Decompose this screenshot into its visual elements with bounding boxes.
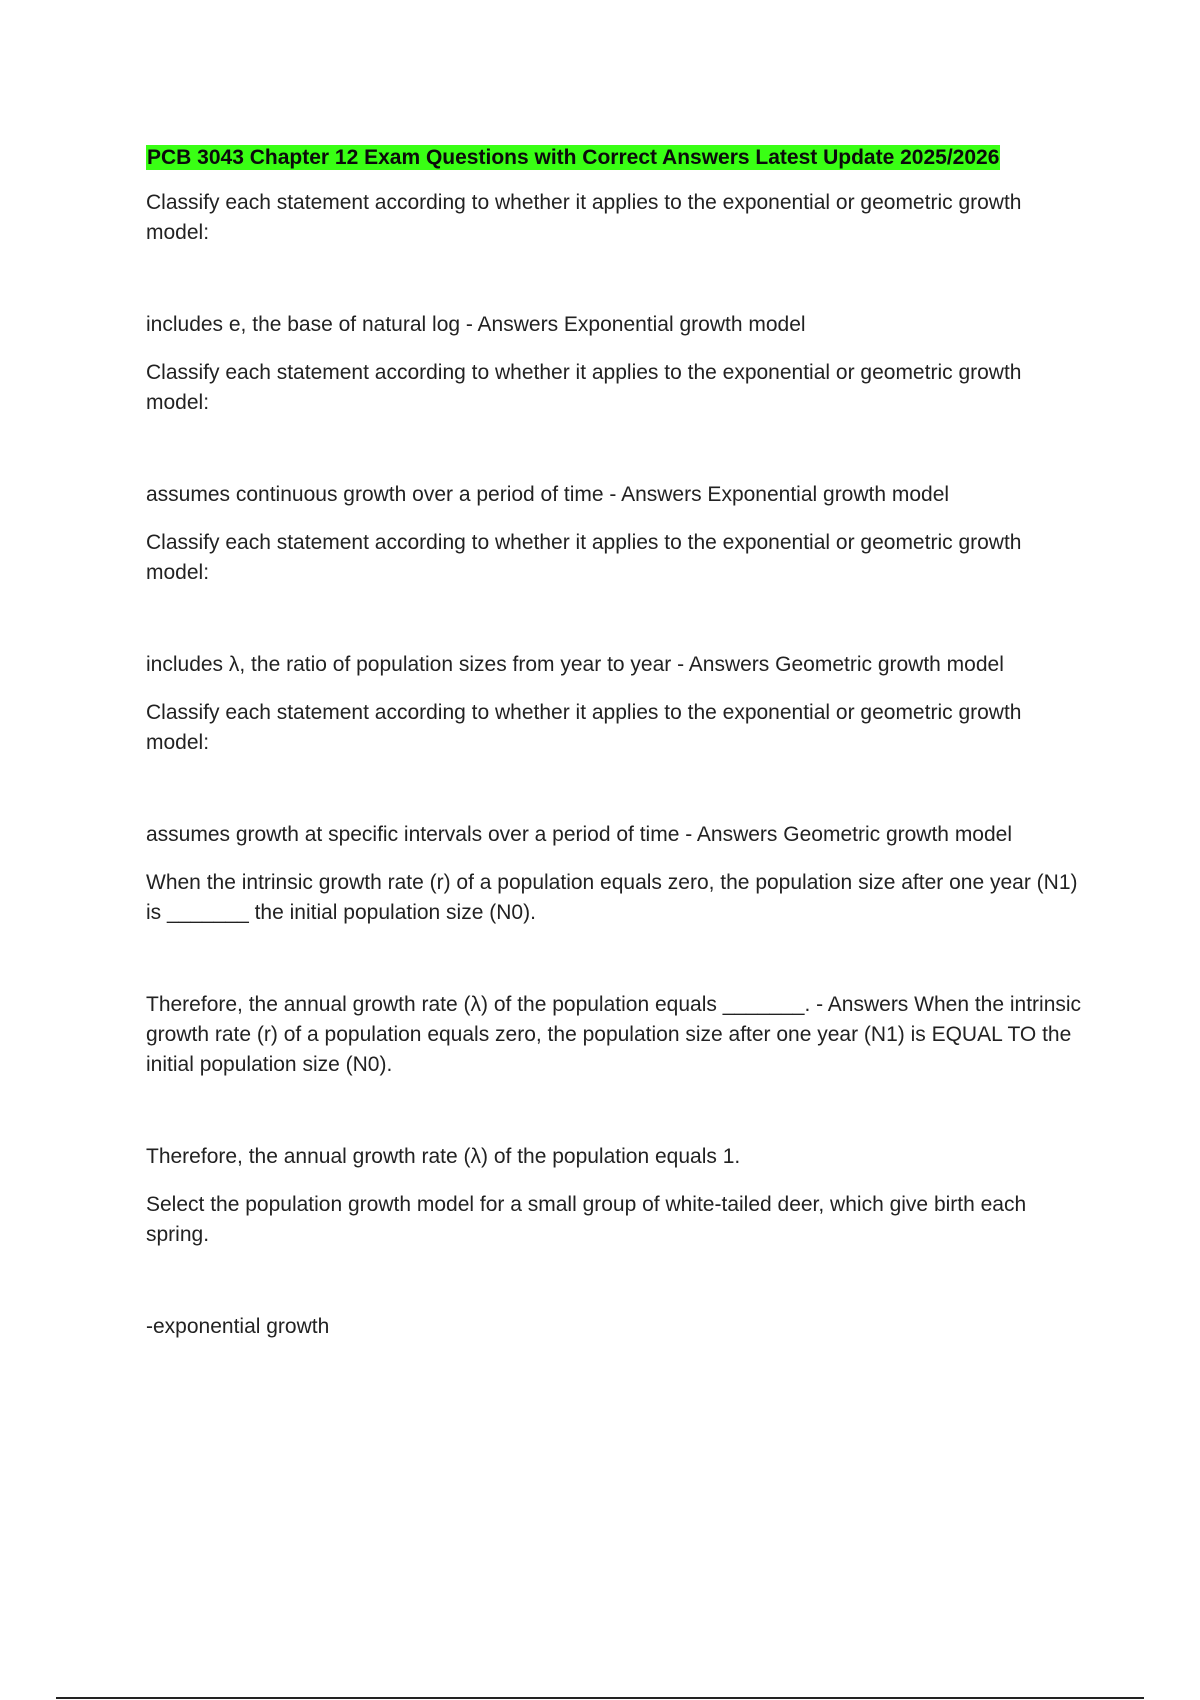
question-text: Classify each statement according to whether it applies to the exponential or geometric growth model: — [146, 361, 1022, 414]
document-title: PCB 3043 Chapter 12 Exam Questions with Correct Answers Latest Update 2025/2026 — [147, 146, 1000, 169]
answer-text: Therefore, the annual growth rate (λ) of the population equals _______. - Answers When the intrinsic growth rate (r) of a population equals zero, the population size after one year (N1) is EQUAL TO the initial population size (N0). — [146, 993, 1082, 1076]
question-text: Select the population growth model for a small group of white-tailed deer, which give birth each spring. — [146, 1193, 1027, 1246]
answer-text: Therefore, the annual growth rate (λ) of the population equals 1. — [146, 1145, 741, 1168]
question-text: When the intrinsic growth rate (r) of a population equals zero, the population size after one year (N1) is _______ the initial population size (N0). — [146, 871, 1078, 924]
answer-text: -exponential growth — [146, 1315, 330, 1338]
question-text: Classify each statement according to whether it applies to the exponential or geometric growth model: — [146, 191, 1022, 244]
answer-text: assumes continuous growth over a period of time - Answers Exponential growth model — [146, 483, 950, 506]
document-body — [146, 144, 1086, 1360]
answer-text: assumes growth at specific intervals over a period of time - Answers Geometric growth model — [146, 823, 1013, 846]
question-text: Classify each statement according to whether it applies to the exponential or geometric growth model: — [146, 531, 1022, 584]
question-text: Classify each statement according to whether it applies to the exponential or geometric growth model: — [146, 701, 1022, 754]
title-row — [146, 144, 1086, 172]
footer-divider — [56, 1697, 1144, 1699]
answer-text: includes λ, the ratio of population sizes from year to year - Answers Geometric growth model — [146, 653, 1004, 676]
answer-text: includes e, the base of natural log - Answers Exponential growth model — [146, 313, 806, 336]
